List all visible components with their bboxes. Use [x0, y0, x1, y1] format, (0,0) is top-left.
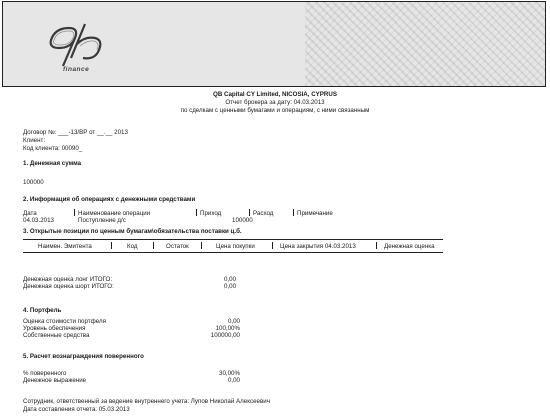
header-pattern [305, 2, 545, 86]
table-top-rule [23, 239, 443, 240]
contract-number: Договор №: ___-13/ВР от __.__ 2013 [23, 129, 128, 136]
monetary-expression-value: 0,00 [227, 377, 240, 384]
portfolio-value-label: Оценка стоимости портфеля [23, 318, 106, 325]
short-total-value: 0,00 [224, 283, 237, 290]
col-divider [249, 209, 250, 216]
col-divider [293, 209, 294, 216]
own-funds-value: 100000,00 [210, 332, 240, 339]
report-compiled-date: Дата составления отчета: 05.03.2013 [23, 406, 130, 413]
section4-heading: 4. Портфель [23, 307, 62, 314]
col-divider [74, 209, 75, 216]
long-total-label: Денежная оценка лонг ИТОГО: [23, 276, 113, 283]
portfolio-value: 0,00 [227, 318, 240, 325]
col-divider [111, 242, 112, 249]
section1-heading: 1. Денежная сумма [23, 160, 82, 167]
col-divider [201, 242, 202, 249]
report-subtitle: по сделкам с ценными бумагами и операциям, с ними связанным [180, 107, 370, 114]
client-code: Код клиента: 00090_ [23, 145, 83, 152]
col-operation: Наименование операции [78, 210, 151, 217]
section2-heading: 2. Информация об операциях с денежными средствами [23, 196, 196, 203]
col-divider [376, 242, 377, 249]
col-balance: Остаток [166, 243, 189, 250]
col-date: Дата [23, 210, 37, 217]
col-note: Примечание [297, 210, 333, 217]
collateral-level-value: 100,00% [215, 325, 240, 332]
responsible-employee: Сотрудник, ответственный за ведение внутреннего учета: Лупов Николай Алексеевич [23, 398, 270, 405]
section5-heading: 5. Расчет вознаграждения поверенного [23, 353, 144, 360]
section3-heading: 3. Открытые позиции по ценным бумагам\обязательства поставки ц.б. [23, 228, 242, 235]
col-buy-price: Цена покупки [216, 243, 255, 250]
collateral-level-label: Уровень обеспечения [23, 325, 86, 332]
own-funds-label: Собственные средства [23, 332, 90, 339]
col-code: Код [127, 243, 138, 250]
attorney-percent-label: % поверенного [23, 370, 67, 377]
col-income: Приход [200, 210, 222, 217]
company-name: QB Capital CY Limited, NICOSIA, CYPRUS [213, 91, 337, 98]
report-header [2, 1, 546, 87]
short-total-label: Денежная оценка шорт ИТОГО: [23, 283, 114, 290]
attorney-percent-value: 30,00% [219, 370, 240, 377]
report-date-line: Отчет брокера за дату: 04.03.2013 [225, 99, 325, 106]
row-income: 100000 [232, 217, 253, 224]
col-divider [272, 242, 273, 249]
col-divider [153, 242, 154, 249]
row-date: 04.03.2013 [23, 217, 54, 224]
client-label: Клиент: [23, 137, 46, 144]
qb-logo-icon [45, 22, 109, 72]
col-issuer: Наимен. Эмитента [38, 243, 92, 250]
col-expense: Расход [253, 210, 274, 217]
col-close-price: Цена закрытия 04.03.2013 [280, 243, 356, 250]
monetary-expression-label: Денежное выражение [23, 377, 87, 384]
col-divider [196, 209, 197, 216]
logo-subtitle: finance [63, 66, 90, 73]
col-valuation: Денежная оценка [384, 243, 435, 250]
row-operation: Поступление д/с [78, 217, 126, 224]
section1-value: 100000 [23, 179, 44, 186]
table-header-rule [23, 252, 443, 253]
long-total-value: 0,00 [224, 276, 237, 283]
